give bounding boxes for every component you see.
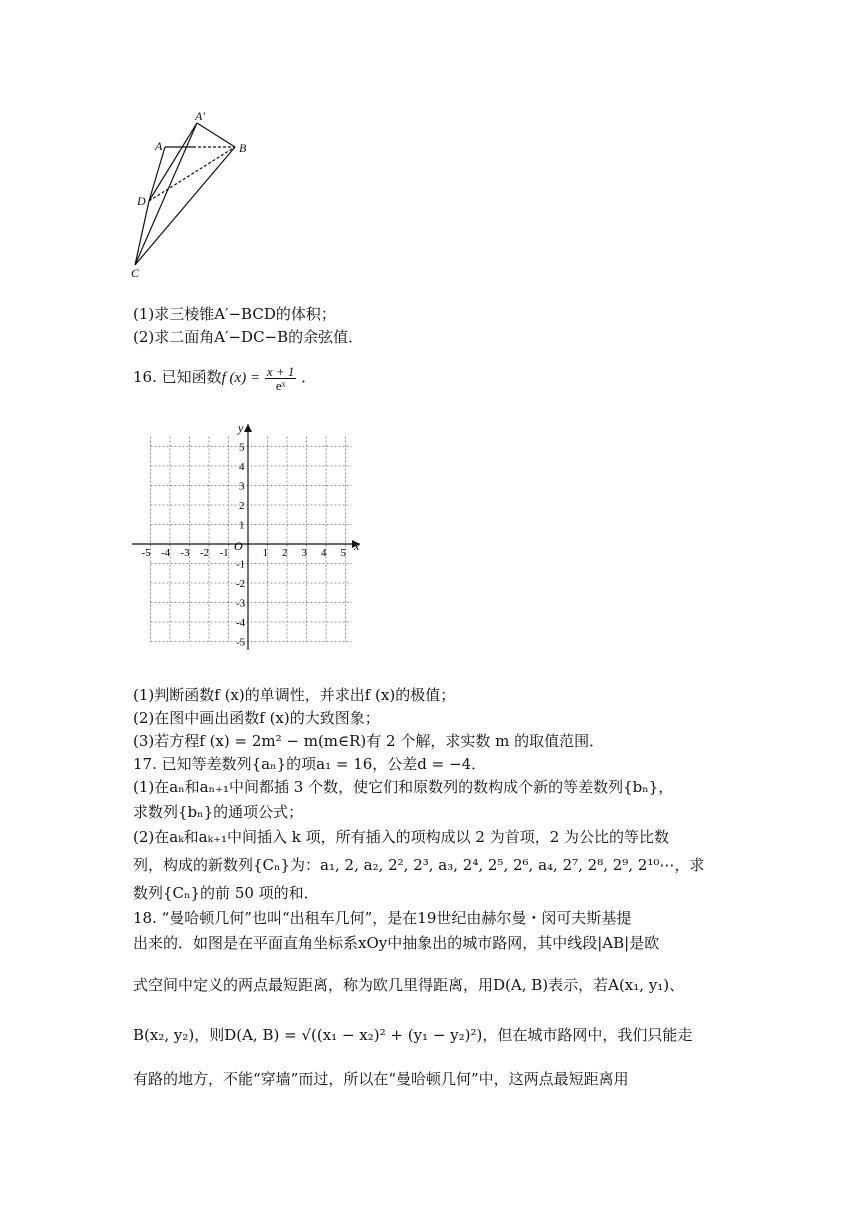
label-c: C (131, 266, 140, 280)
x-tick-label: 2 (282, 547, 288, 559)
y-axis-label: y (238, 421, 244, 435)
x-tick-label: 4 (321, 547, 327, 559)
q17-part2-c: 数列{Cₙ}的前 50 项的和． (133, 884, 319, 902)
y-tick-label: 5 (239, 441, 245, 454)
origin-label: O (234, 539, 243, 553)
q18-line5: 有路的地方，不能“穿墙”而过，所以在“曼哈顿几何”中，这两点最短距离用 (133, 1070, 629, 1088)
x-tick-label: 3 (301, 547, 307, 559)
y-tick-label: -3 (236, 597, 246, 610)
edge-b-c (135, 147, 235, 265)
y-tick-label: -5 (236, 636, 246, 649)
q16-stem-text: 16. 已知函数 (133, 368, 222, 386)
q18-line1: 18. “曼哈顿几何”也叫“出租车几何”，是在19世纪由赫尔曼・闵可夫斯基提 (133, 909, 632, 927)
y-tick-label: -4 (236, 617, 246, 629)
label-a-prime: A′ (195, 109, 205, 123)
label-b: B (239, 141, 247, 155)
edge-aprime-b (197, 123, 235, 147)
q16-stem-end: ． (301, 368, 317, 386)
label-d: D (137, 194, 146, 208)
q16-frac-num: x + 1 (266, 363, 295, 379)
x-tick-label: -3 (180, 547, 190, 559)
x-tick-label: 1 (262, 547, 268, 559)
label-a: A (155, 139, 163, 153)
coordinate-grid (128, 418, 368, 658)
q16-frac-den: eˣ (275, 377, 286, 393)
x-tick-label: -2 (200, 547, 210, 559)
x-tick-label: -1 (219, 547, 229, 559)
q17-part2-a: (2)在aₖ和aₖ₊₁中间插入 k 项，所有插入的项构成以 2 为首项，2 为公比的等比数 (133, 828, 670, 846)
y-tick-label: -1 (236, 558, 246, 571)
q18-line4: B(x₂, y₂)，则D(A, B) = √((x₁ − x₂)² + (y₁ − y₂)²)，但在城市路网中，我们只能走 (133, 1026, 693, 1044)
q16-fraction (265, 365, 297, 392)
q18-line2: 出来的．如图是在平面直角坐标系xOy中抽象出的城市路网，其中线段|AB|是欧 (133, 934, 660, 952)
q17-part1-a: (1)在aₙ和aₙ₊₁中间都插 3 个数，使它们和原数列的数构成个新的等差数列{bₙ}， (133, 778, 674, 796)
x-tick-label: -4 (161, 547, 171, 559)
q16-part1: (1)判断函数f (x)的单调性，并求出f (x)的极值； (133, 686, 456, 704)
edge-d-c (135, 201, 149, 265)
q16-stem (133, 362, 316, 393)
y-tick-label: 2 (239, 500, 245, 512)
q17-stem: 17. 已知等差数列{aₙ}的项a₁ = 16，公差d = −4． (133, 755, 487, 773)
q17-part1-b: 求数列{bₙ}的通项公式； (133, 803, 304, 821)
edge-aprime-d (149, 123, 197, 201)
x-axis-label: x (354, 539, 360, 553)
q18-line3: 式空间中定义的两点最短距离，称为欧几里得距离，用D(A, B)表示，若A(x₁, y₁)、 (133, 976, 685, 994)
y-axis-arrow (244, 424, 252, 432)
edge-d-b-dashed (149, 147, 235, 201)
q15-part1: (1)求三棱锥A′−BCD的体积； (133, 305, 336, 323)
y-tick-label: 4 (239, 461, 245, 473)
q17-part2-b: 列，构成的新数列{Cₙ}为：a₁, 2, a₂, 2², 2³, a₃, 2⁴, 2⁵, 2⁶, a₄, 2⁷, 2⁸, 2⁹, 2¹⁰⋯，求 (133, 856, 705, 874)
x-tick-label: 5 (340, 547, 346, 559)
q16-formula-lhs: f (x) = (221, 370, 261, 386)
y-tick-label: 3 (239, 480, 245, 493)
q16-part2: (2)在图中画出函数f (x)的大致图象； (133, 709, 380, 727)
x-tick-label: -5 (141, 547, 151, 559)
y-tick-label: 1 (239, 519, 245, 532)
y-tick-label: -2 (236, 578, 246, 590)
pyramid-figure (125, 105, 265, 285)
q16-part3: (3)若方程f (x) = 2m² − m(m∈R)有 2 个解，求实数 m 的取值范围． (133, 732, 605, 750)
q15-part2: (2)求二面角A′−DC−B的余弦值． (133, 328, 364, 346)
